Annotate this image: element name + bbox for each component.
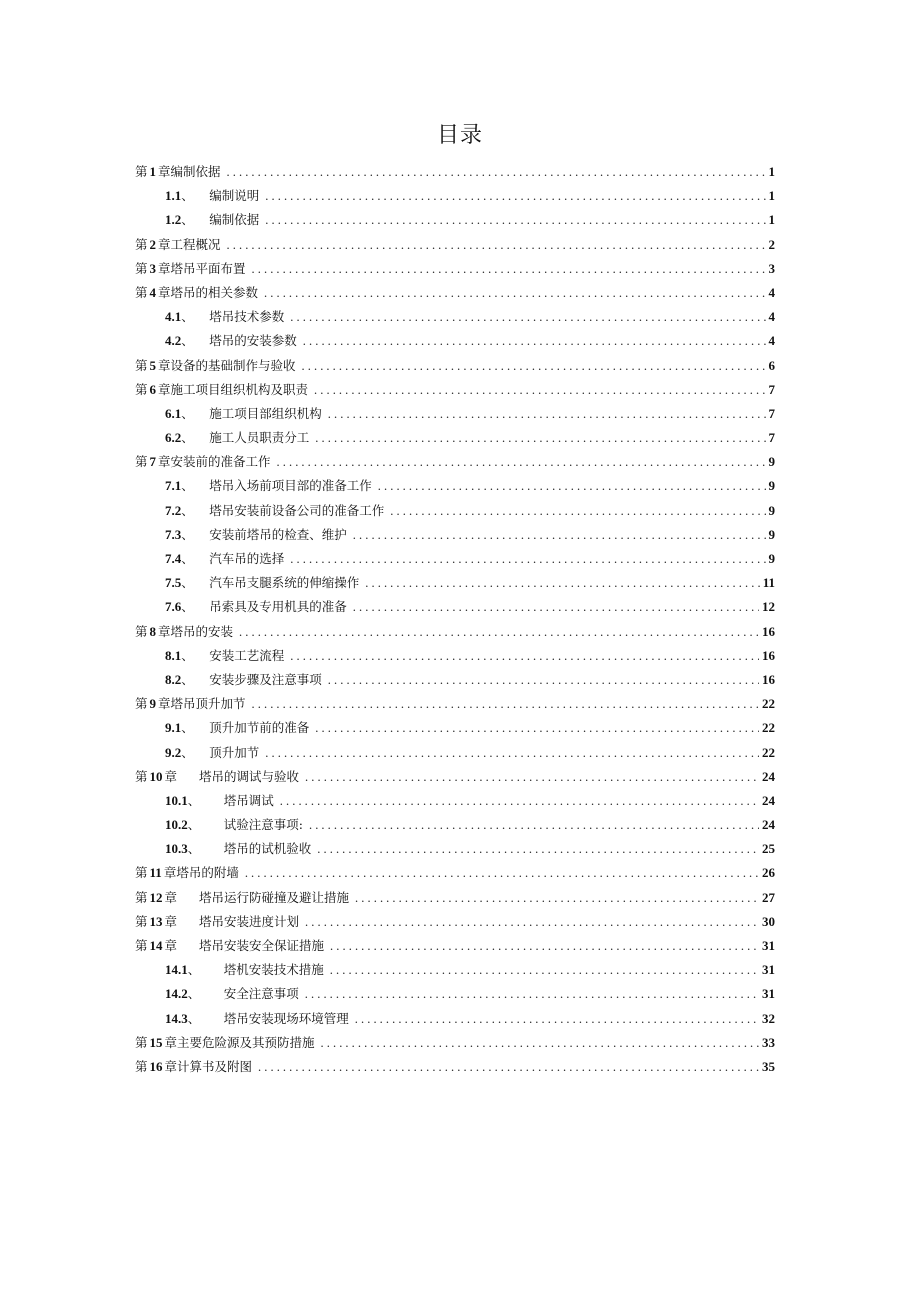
dot-leader [309,813,759,837]
page-number: 24 [762,768,775,784]
toc-section-entry[interactable] [135,329,775,353]
toc-entry-label [165,958,324,982]
toc-chapter-entry[interactable] [135,257,775,281]
section-number: 14.2 [165,986,188,1002]
page-number: 9 [768,478,775,494]
page-number: 11 [762,575,775,591]
dot-leader [252,257,766,281]
chapter-number: 1 [149,164,157,179]
chapter-number: 8 [149,623,157,639]
section-title: 塔吊安装现场环境管理 [223,1010,349,1026]
dot-leader [365,571,759,595]
chapter-number: 9 [149,696,157,712]
dot-leader [265,184,765,208]
toc-section-entry[interactable] [135,813,775,837]
chapter-title: 章塔吊的安装 [158,623,234,639]
chapter-number: 4 [149,284,157,300]
chapter-number: 5 [149,357,157,373]
dot-leader [265,741,759,765]
toc-entry-label [165,595,347,619]
page-number: 16 [762,647,775,663]
section-number: 7.6 [165,599,182,615]
toc-entry-label [135,450,271,474]
chapter-title-text: 塔吊安装进度计划 [199,913,300,929]
toc-chapter-entry[interactable] [135,450,775,474]
toc-entry-label [135,378,308,402]
dot-leader [305,982,759,1006]
section-title: 塔吊安装前设备公司的准备工作 [209,502,385,518]
chapter-title-text: 塔吊的调试与验收 [199,768,300,784]
page-number: 3 [768,260,775,276]
chapter-prefix: 第 [135,696,148,712]
section-separator: 、 [181,744,194,760]
chapter-title-text: 塔吊安装安全保证措施 [199,938,325,953]
toc-entry-label [135,1055,252,1079]
chapter-title: 章设备的基础制作与验收 [158,357,296,373]
toc-entry-label [165,474,372,498]
toc-chapter-entry[interactable] [135,1031,775,1055]
page-number: 1 [768,212,775,228]
dot-leader [258,1055,759,1079]
page-number: 1 [768,164,775,179]
toc-entry-label [135,692,246,716]
toc-entry-label [165,668,322,692]
toc-entry-label [165,547,284,571]
chapter-number: 3 [149,260,157,276]
section-number: 7.5 [165,575,182,591]
section-separator: 、 [187,1010,201,1026]
chapter-prefix: 第 [135,938,148,953]
section-separator: 、 [181,526,194,542]
dot-leader [314,378,765,402]
chapter-number: 14 [149,938,163,953]
dot-leader [317,837,759,861]
chapter-title: 章编制依据 [158,164,221,179]
toc-chapter-entry[interactable] [135,692,775,716]
section-title: 汽车吊支腿系统的伸缩操作 [209,575,360,591]
page-number: 9 [768,551,775,566]
section-title: 顶升加节前的准备 [209,720,310,736]
chapter-title: 章 [164,913,178,929]
page-number: 1 [768,188,775,204]
section-title: 吊索具及专用机具的准备 [209,599,347,615]
page-number: 4 [768,333,775,349]
page-number: 9 [768,454,775,470]
toc-entry-label [165,571,359,595]
toc-entry-label [165,208,259,232]
dot-leader [264,281,765,305]
dot-leader [290,644,759,668]
chapter-number: 12 [149,889,163,905]
chapter-title: 章 [164,889,178,905]
chapter-number: 13 [149,913,163,929]
page-number: 7 [768,381,775,397]
chapter-prefix: 第 [135,889,148,905]
toc-entry-label [135,281,258,305]
chapter-prefix: 第 [135,357,148,373]
section-separator: 、 [181,671,194,687]
toc-chapter-entry[interactable] [135,233,775,257]
chapter-number: 2 [149,236,157,252]
toc-entry-label [165,813,303,837]
toc-entry-label [165,644,284,668]
toc-section-entry[interactable] [135,837,775,861]
chapter-prefix: 第 [135,623,148,639]
section-number: 9.2 [165,744,182,760]
page-number: 24 [762,817,775,833]
chapter-title: 章塔吊的附墙 [163,865,239,881]
section-number: 6.2 [165,430,182,446]
page-number: 31 [762,986,775,1002]
toc-entry-label [135,765,299,789]
toc-chapter-entry[interactable] [135,378,775,402]
section-number: 8.2 [165,671,182,687]
dot-leader [227,233,766,257]
page-number: 27 [762,889,775,905]
page-number: 31 [762,962,775,978]
chapter-prefix: 第 [135,454,148,470]
section-separator: 、 [181,551,194,566]
dot-leader [280,789,759,813]
page-number: 2 [768,236,775,252]
dot-leader [303,329,766,353]
page-number: 4 [768,284,775,300]
section-separator: 、 [181,430,194,446]
section-number: 14.1 [165,962,188,978]
toc-section-entry[interactable] [135,474,775,498]
section-number: 10.3 [165,841,188,857]
page-number: 22 [762,696,775,712]
toc-section-entry[interactable] [135,982,775,1006]
page-number: 7 [768,430,775,446]
section-number: 8.1 [165,647,182,663]
toc-entry-label [165,426,309,450]
toc-section-entry[interactable] [135,426,775,450]
section-title: 塔吊技术参数 [209,309,285,325]
section-title: 塔吊的试机验收 [223,841,312,857]
toc-entry-label [135,233,221,257]
toc-chapter-entry[interactable] [135,281,775,305]
toc-entry-label [135,934,324,958]
toc-entry-label [165,716,309,740]
chapter-number: 16 [149,1058,163,1074]
dot-leader [305,765,759,789]
toc-entry-label [165,982,299,1006]
section-title: 安全注意事项 [223,986,299,1002]
page-number: 30 [762,913,775,929]
section-separator: 、 [181,647,194,663]
dot-leader [353,595,759,619]
chapter-prefix: 第 [135,260,148,276]
dot-leader [328,668,759,692]
chapter-title: 章塔吊的相关参数 [158,284,259,300]
section-number: 1.1 [165,188,182,204]
chapter-prefix: 第 [135,236,148,252]
chapter-prefix: 第 [135,284,148,300]
toc-entry-label [135,886,349,910]
chapter-number: 11 [149,865,162,881]
section-separator: 、 [181,212,194,228]
section-title: 汽车吊的选择 [209,551,285,566]
page-number: 25 [762,841,775,857]
toc-entry-label [165,184,259,208]
chapter-number: 6 [149,381,157,397]
toc-chapter-entry[interactable] [135,934,775,958]
chapter-prefix: 第 [135,865,148,881]
section-separator: 、 [181,502,194,518]
section-separator: 、 [181,575,194,591]
section-number: 4.1 [165,309,182,325]
page-title: 目录 [436,123,483,148]
chapter-prefix: 第 [135,1034,148,1050]
section-title: 塔吊入场前项目部的准备工作 [209,478,372,494]
toc-chapter-entry[interactable] [135,354,775,378]
dot-leader [290,547,765,571]
toc-section-entry[interactable] [135,305,775,329]
toc-section-entry[interactable] [135,789,775,813]
toc-entry-label [165,305,284,329]
section-separator: 、 [187,986,201,1002]
page-number: 7 [768,405,775,421]
dot-leader [302,354,766,378]
toc-entry-label [135,257,246,281]
page-number: 9 [768,526,775,542]
page-number: 6 [768,357,775,373]
chapter-title: 章主要危险源及其预防措施 [164,1034,315,1050]
dot-leader [239,620,759,644]
dot-leader [290,305,765,329]
chapter-title: 章安装前的准备工作 [158,454,271,470]
dot-leader [378,474,766,498]
dot-leader [330,934,759,958]
chapter-prefix: 第 [135,381,148,397]
chapter-title: 章工程概况 [158,236,221,252]
dot-leader [353,523,766,547]
page-number: 12 [762,599,775,615]
page-number: 9 [768,502,775,518]
page-number: 22 [762,744,775,760]
chapter-title: 章塔吊平面布置 [158,260,246,276]
dot-leader [328,402,766,426]
chapter-title: 章 [164,938,178,953]
section-separator: 、 [187,792,201,808]
toc-section-entry[interactable] [135,595,775,619]
chapter-prefix: 第 [135,913,148,929]
section-number: 10.2 [165,817,188,833]
section-title: 塔机安装技术措施 [223,962,324,978]
chapter-number: 7 [149,454,157,470]
section-title: 塔吊调试 [223,792,274,808]
toc-entry-label [165,329,297,353]
toc-section-entry[interactable] [135,571,775,595]
toc-section-entry[interactable] [135,716,775,740]
toc-section-entry[interactable] [135,208,775,232]
dot-leader [355,1007,759,1031]
section-title: 安装工艺流程 [209,647,285,663]
section-separator: 、 [181,188,194,204]
section-separator: 、 [181,405,194,421]
section-number: 4.2 [165,333,182,349]
toc-section-entry[interactable] [135,184,775,208]
toc-entry-label [165,789,274,813]
section-separator: 、 [181,333,194,349]
section-number: 6.1 [165,405,182,421]
page-number: 4 [768,309,775,325]
dot-leader [355,886,759,910]
toc-section-entry[interactable] [135,402,775,426]
section-title: 安装前塔吊的检查、维护 [209,526,347,542]
toc-chapter-entry[interactable] [135,886,775,910]
toc-entry-label [165,402,322,426]
chapter-title: 章施工项目组织机构及职责 [158,381,309,397]
chapter-title: 章计算书及附图 [164,1058,253,1074]
page-number: 16 [762,623,775,639]
section-number: 7.4 [165,551,182,566]
table-of-contents [135,160,775,1079]
section-title: 安装步骤及注意事项 [209,671,322,687]
dot-leader [315,426,765,450]
chapter-number: 15 [149,1034,163,1050]
dot-leader [390,499,765,523]
section-number: 9.1 [165,720,182,736]
page-number: 26 [762,865,775,881]
section-number: 7.1 [165,478,182,494]
section-separator: 、 [181,599,194,615]
section-separator: 、 [181,720,194,736]
toc-entry-label [135,354,296,378]
toc-chapter-entry[interactable] [135,861,775,885]
toc-section-entry[interactable] [135,523,775,547]
page-number: 31 [762,938,775,953]
section-number: 14.3 [165,1010,188,1026]
page-number: 32 [762,1010,775,1026]
dot-leader [227,160,766,184]
section-separator: 、 [181,478,194,494]
toc-section-entry[interactable] [135,668,775,692]
toc-entry-label [165,741,259,765]
chapter-prefix: 第 [135,768,148,784]
dot-leader [305,910,759,934]
toc-section-entry[interactable] [135,547,775,571]
chapter-number: 10 [149,768,163,784]
toc-section-entry[interactable] [135,644,775,668]
chapter-prefix: 第 [135,164,148,179]
page-number: 24 [762,792,775,808]
chapter-title: 章塔吊顶升加节 [158,696,246,712]
toc-chapter-entry[interactable] [135,620,775,644]
dot-leader [245,861,759,885]
section-separator: 、 [187,841,201,857]
section-number: 7.3 [165,526,182,542]
toc-entry-label [165,837,311,861]
toc-entry-label [165,1007,349,1031]
section-title: 编制说明 [209,188,260,204]
toc-section-entry[interactable] [135,958,775,982]
toc-entry-label [135,620,233,644]
page-number: 22 [762,720,775,736]
chapter-prefix: 第 [135,1058,148,1074]
section-title: 塔吊的安装参数 [209,333,297,349]
toc-section-entry[interactable] [135,499,775,523]
toc-chapter-entry[interactable] [135,765,775,789]
toc-entry-label [135,861,239,885]
section-title: 编制依据 [209,212,260,228]
chapter-title-text: 塔吊运行防碰撞及避让措施 [199,889,350,905]
section-separator: 、 [187,817,201,833]
section-number: 7.2 [165,502,182,518]
page-number: 35 [762,1058,775,1074]
page-number: 16 [762,671,775,687]
dot-leader [277,450,766,474]
toc-section-entry[interactable] [135,741,775,765]
dot-leader [321,1031,759,1055]
chapter-title: 章 [164,768,178,784]
section-separator: 、 [181,309,194,325]
dot-leader [315,716,759,740]
section-number: 10.1 [165,792,188,808]
section-title: 顶升加节 [209,744,260,760]
toc-entry-label [135,1031,315,1055]
toc-section-entry[interactable] [135,1007,775,1031]
dot-leader [252,692,759,716]
section-title: 施工人员职责分工 [209,430,310,446]
dot-leader [265,208,765,232]
toc-entry-label [135,160,221,184]
section-separator: 、 [187,962,201,978]
dot-leader [330,958,759,982]
toc-entry-label [165,523,347,547]
toc-entry-label [165,499,384,523]
toc-chapter-entry[interactable] [135,160,775,184]
toc-entry-label [135,910,299,934]
section-title: 试验注意事项: [223,817,303,833]
page-number: 33 [762,1034,775,1050]
section-title: 施工项目部组织机构 [209,405,322,421]
section-number: 1.2 [165,212,182,228]
toc-chapter-entry[interactable] [135,1055,775,1079]
toc-chapter-entry[interactable] [135,910,775,934]
